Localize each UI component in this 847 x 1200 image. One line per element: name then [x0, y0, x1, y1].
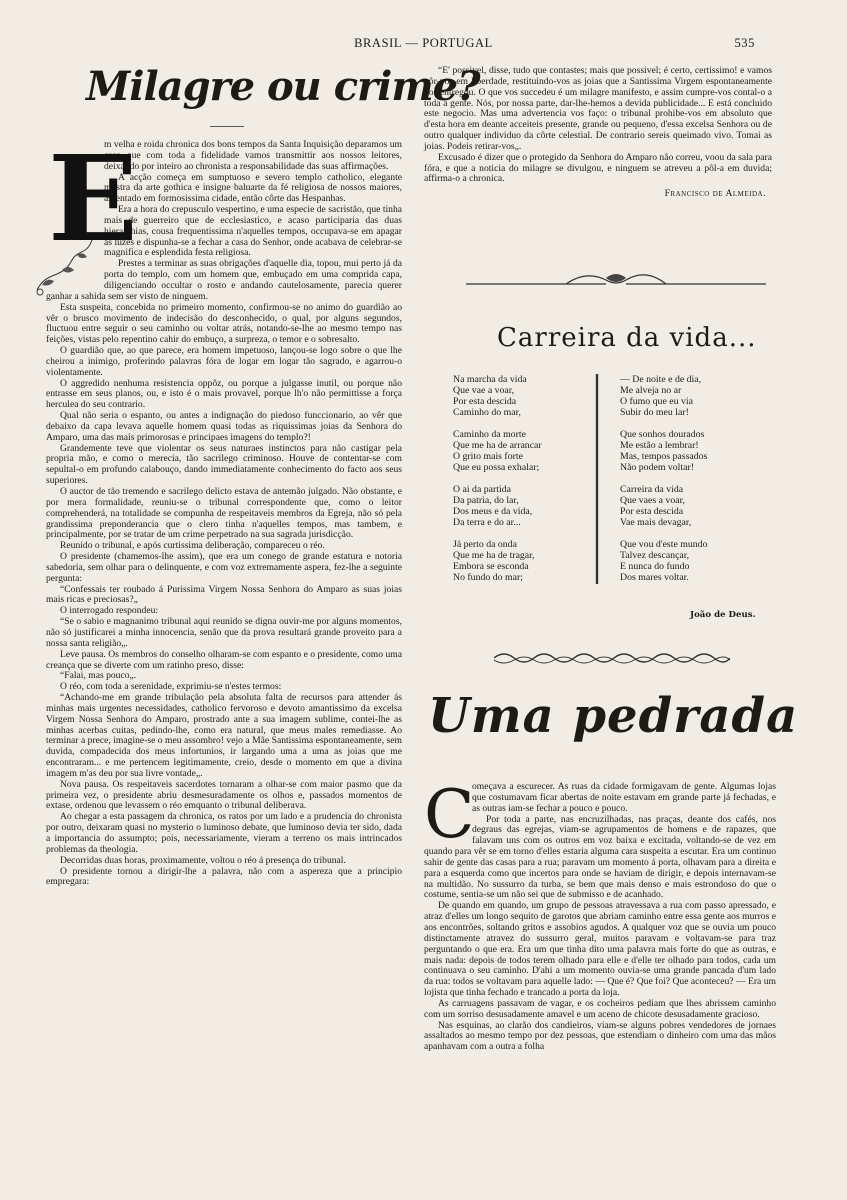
poem-right-column: [620, 374, 760, 594]
running-title: BRASIL — PORTUGAL: [354, 36, 493, 50]
paragraph: Decorridas duas horas, proximamente, voltou o réo á presença do tribunal.: [60, 854, 346, 866]
paragraph: Leve pausa. Os membros do conselho olharam-se com espanto e o presidente, como uma creança que se diverte com um ratinho preso, disse:: [46, 648, 402, 671]
poem-line: Embora se esconda: [453, 561, 529, 572]
page-number: 535: [734, 36, 755, 50]
poem-stanza: [620, 374, 760, 418]
article-body-milagre: [46, 129, 402, 888]
paragraph: m velha e roida chronica dos bons tempos da Santa Inquisição deparamos um caso que com toda a fidelidade vamos transmittir aos nossos leitores, deixando por inteiro ao chronista a responsabilidade das suas affirmações.: [104, 139, 402, 172]
drop-cap-illustration: [46, 129, 138, 280]
poem-line: Dos meus e da vida,: [453, 506, 533, 517]
poem-line: Me estão a lembrar!: [620, 440, 699, 451]
article-title-pedrada: Uma pedrada: [428, 688, 799, 744]
floral-ornament-icon: [32, 230, 102, 300]
paragraph: De quando em quando, um grupo de pessoas atravessava a rua com passo apressado, e atraz d'elles um longo sequito de garotos que abriam caminho entre essa gente aos murros e aos encontrões, soltando gritos e assobios agudos. A qualquer voz que se ouvia um pouco distinctamente atravez do sussurro geral, muitos paravam e voltavam-se para traz perguntando o que era. Era um que tinha dito uma palavra mais forte do que as outras, e mais nada: depois de todos terem olhado para elle e d'elle ter olhado para todos, cada um continuava o seu caminho. D'ahi a um momento ouvia-se uma grande pancada d'um lado da rua: todos se voltavam para aquelle lado: — Que é? Que foi? Que aconteceu? — Era um lojista que tinha fechado e trancado a porta da loja.: [424, 900, 776, 999]
paragraph: Reunido o tribunal, e após curtissima deliberação, compareceu o réo.: [60, 540, 325, 552]
drop-cap-letter: E: [48, 129, 138, 268]
poem-line: E nunca do fundo: [620, 561, 690, 572]
poem-line: Mas, tempos passados: [620, 451, 708, 462]
divider-ornament-icon: [466, 268, 766, 294]
title-rule: [210, 126, 244, 127]
poem-title: Carreira da vida...: [497, 323, 757, 353]
poem-column-divider: [594, 374, 600, 584]
poem-stanza: [620, 429, 760, 473]
poem-line: Que vae a voar,: [453, 385, 515, 396]
paragraph: Nas esquinas, ao clarão dos candieiros, viam-se alguns pobres vendedores de jornaes assaltados ao mesmo tempo por dez pessoas, que estendiam o dinheiro com uma das mãos apanhavam com a outra a folha: [424, 1019, 776, 1053]
poem-left-column: [453, 374, 593, 594]
poem-line: Que vaes a voar,: [620, 495, 685, 506]
paragraph: “Falai, mas pouco„.: [60, 670, 137, 682]
poem-line: Me alveja no ar: [620, 385, 682, 396]
poem-line: Por esta descida: [453, 396, 517, 407]
paragraph: As carruagens passavam de vagar, e os cocheiros pediam que lhes abrissem caminho com um sorriso desusadamente amavel e um aceno de chicote desusadamente gracioso.: [424, 997, 776, 1020]
poem-line: Subir do meu lar!: [620, 407, 689, 418]
poem-stanza: [453, 484, 593, 528]
poem-line: O grito mais forte: [453, 451, 523, 462]
paragraph: “Se o sabio e magnanimo tribunal aqui reunido se digna ouvir-me por alguns momentos, não só justificarei a minha innocencia, senão que da prova resultará grande proveito para a nossa santa religião„.: [46, 616, 402, 649]
paragraph: Era a hora do crepusculo vespertino, e uma especie de sacristão, que tinha mais de guerreiro que de ecclesiastico, e acaso participaria das duas hierarchias, cousa frequentissima n'aquelles tempos, occupava-se em apagar as luzes e dispunha-se a fechar a casa do Senhor, onde acabava de celebrar-se magnifica e esplendida festa religiosa.: [104, 204, 402, 259]
poem-line: No fundo do mar;: [453, 572, 523, 583]
poem-line: Já perto da onda: [453, 539, 517, 550]
poem-line: — De noite e de dia,: [620, 374, 702, 385]
poem-line: Que sonhos dourados: [620, 429, 705, 440]
author-signature: Francisco de Almeida.: [664, 188, 766, 200]
poem-line: Da patria, do lar,: [453, 495, 519, 506]
paragraph: O interrogado respondeu:: [60, 605, 159, 617]
poem-line: Vae mais devagar,: [620, 517, 692, 528]
article-continuation-milagre: [424, 66, 772, 200]
paragraph: A acção começa em sumptuoso e severo templo catholico, elegante mostra da arte gothica e insigne baluarte da fé religiosa de nossos maiores, assentado em formosissima cidade, então côrte das Hespanhas.: [104, 171, 402, 205]
paragraph: O presidente (chamemos-lhe assim), que era um conego de grande estatura e notoria sabedoria, sem olhar para o delinquente, e com voz extremamente aspera, fez-lhe a seguinte pergunta:: [46, 551, 402, 584]
poem-line: Que eu possa exhalar;: [453, 462, 540, 473]
poem-line: Que vou d'este mundo: [620, 539, 708, 550]
poem-line: Dos mares voltar.: [620, 572, 689, 583]
paragraph: “E' possivel, disse, tudo que contastes; mais que possivel; é certo, certissimo! e vamos pôr-vos em liberdade, restituindo-vos as joias que a Santissima Virgem espontaneamente vos entregou. O que vos succedeu é um milagre manifesto, e assim cumpre-vos contal-o a toda a gente. Nós, por nossa parte, dar-lhe-hemos a devida publicidade... E está concluido este negocio. Mas uma advertencia vos faço: o tribunal prohibe-vos em absoluto que d'esta hora em deante acceiteis presente, grande ou pequeno, d'essa excelsa Senhora ou de outro qualquer individuo da côrte celestial. De contrario sereis queimado vivo. Tomai as joias. Podeis retirar-vos„.: [424, 65, 772, 152]
poem-line: Carreira da vida: [620, 484, 684, 495]
paragraph: Nova pausa. Os respeitaveis sacerdotes tornaram a olhar-se com maior pasmo que da primeira vez, o presidente abriu desmesuradamente os olhos e, passados momentos de extase, ordenou que levassem o réo emquanto o tribunal deliberava.: [46, 778, 402, 812]
poem-line: Não podem voltar!: [620, 462, 694, 473]
paragraph: “Confessais ter roubado á Purissima Virgem Nossa Senhora do Amparo as suas joias mais ricas e preciosas?„: [46, 583, 402, 606]
paragraph: Ao chegar a esta passagem da chronica, os ratos por um lado e a prudencia do chronista por outro, deixaram quasi no mysterio o luminoso debate, que luminoso devia ter sido, dada a importancia do assumpto; pois, necessariamente, vieram a terreno os mais intrincados problemas da theologia.: [46, 811, 402, 855]
poem-stanza: [453, 429, 593, 473]
paragraph: Por toda a parte, nas encruzilhadas, nas praças, deante dos cafés, nos degraus das egrejas, viam-se agrupamentos de homens e de rapazes, que falavam uns com os outros em voz baixa e excitada, voltando-se de vez em quando para vêr se em torno d'elles estaria alguma cara suspeita a escutar. Era um continuo sahir de gente das casas para a rua; paravam um momento á porta, olhavam para a direita e para a esquerda como que incertos para onde se haviam de dirigir, e depois internavam-se na multidão. No sussurro da turba, se bem que mais denso e mais estrondoso do que o costume, sentia-se um não sei que de submisso e de acanhado.: [424, 813, 776, 901]
poem-author: João de Deus.: [690, 610, 756, 620]
paragraph: Grandemente teve que violentar os seus naturaes instinctos para não castigar pela propria mão, e como o merecia, tão sacrilego criminoso. Houve de contentar-se com sepultal-o em profundo calabouço, dando immediatamente conhecimento do facto aos seus superiores.: [46, 442, 402, 487]
poem-line: O ai da partida: [453, 484, 511, 495]
paragraph: O presidente tornou a dirigir-lhe a palavra, não com a aspereza que a principio empregara:: [46, 865, 402, 888]
paragraph: O aggredido nenhuma resistencia oppôz, ou porque a julgasse inutil, ou porque não entrasse em seus planos, ou, e isto é o mais provavel, porque lh'o não permittisse a força herculea do seu contrario.: [46, 377, 402, 411]
paragraph: Excusado é dizer que o protegido da Senhora do Amparo não correu, voou da sala para fóra, e que a noticia do milagre se divulgou, e ninguem se atreveu a pôl-a em duvida; affirma-o a chronica.: [424, 151, 772, 185]
paragraph: Qual não seria o espanto, ou antes a indignação do piedoso funccionario, ao vêr que debaixo da capa levava aquelle homem quasi todas as riquissimas joias da Senhora do Amparo, uma das mais primorosas e principaes imagens do templo?!: [46, 410, 402, 443]
poem-line: Caminho do mar,: [453, 407, 521, 418]
paragraph: O auctor de tão tremendo e sacrilego delicto estava de antemão julgado. Não obstante, e por mera formalidade, reuniu-se o tribunal correspondente que, como o leitor comprehenderá, na totalidade se compunha de respeitaveis membros da Egreja, não só pela grandissima preponderancia que o clero tinha n'aquelles tempos, mas tambem, e principalmente, por se tratar de um crime perpetrado na sua sagrada jurisdicção.: [46, 486, 402, 541]
running-header: [0, 36, 847, 52]
poem-line: Caminho da morte: [453, 429, 526, 440]
article-paragraphs: [424, 776, 776, 1053]
poem-stanza: [620, 484, 760, 528]
poem-stanza: [620, 539, 760, 583]
poem-line: O fumo que eu via: [620, 396, 693, 407]
continuation-paragraphs: [424, 66, 772, 185]
poem-line: Na marcha da vida: [453, 374, 527, 385]
poem-line: Por esta descida: [620, 506, 684, 517]
poem-line: Da terra e do ar...: [453, 517, 521, 528]
poem-stanza: [453, 539, 593, 583]
scroll-ornament-icon: [494, 648, 730, 668]
poem-line: Que me ha de arrancar: [453, 440, 542, 451]
drop-cap-letter: C: [424, 776, 475, 853]
paragraph: omeçava a escurecer. As ruas da cidade formigavam de gente. Algumas lojas que costumavam ficar abertas de noite estavam em grande parte já fechadas, e as outras iam-se fechar a pouco e pouco.: [472, 781, 776, 814]
poem-line: Talvez descançar,: [620, 550, 690, 561]
paragraph: O réo, com toda a serenidade, exprimiu-se n'estes termos:: [60, 681, 282, 693]
paragraph: Prestes a terminar as suas obrigações d'aquelle dia, topou, mui perto já da porta do templo, com um homem que, embuçado em uma comprida capa, diligenciando occultar o rosto e andando cautelosamente, parecia querer ganhar a sahida sem ser visto de ninguem.: [46, 258, 402, 302]
article-body-pedrada: [424, 776, 776, 1053]
paragraph: Esta suspeita, concebida no primeiro momento, confirmou-se no animo do guardião ao vêr o brusco movimento de indecisão do desconhecido, o qual, por alguns segundos, fluctuou entre seguir o seu caminho ou voltar atrás, notando-se-lhe ao mesmo tempo nas feições, vistas pelo repentino cahir do embuço, a surpreza, o temor e o sobresalto.: [46, 301, 402, 346]
article-title-milagre: Milagre ou crime?: [86, 63, 480, 110]
paragraph: “Achando-me em grande tribulação pela absoluta falta de recursos para attender ás minhas mais urgentes necessidades, catholico fervoroso e devoto amantissimo da excelsa Virgem Nossa Senhora do Amparo, prostrado ante a sua imagem sublime, contei-lhe as minhas acerbas cuitas, pedindo-lhe, como era natural, que meus males remediasse. Ao terminar a prece, imagine-se o meu assombro! vejo a Mãe Santissima espontaneamente, sem duvida, compadecida dos meus infortunios, ir largando uma a uma as joias que me encontraram... e me pertencem legitimamente, creio, desde o momento em que a divina imagem m'as deu por sua livre vontade„.: [46, 692, 402, 779]
poem-stanza: [453, 374, 593, 418]
poem-line: Que me ha de tragar,: [453, 550, 535, 561]
paragraph: O guardião que, ao que parece, era homem impetuoso, lançou-se logo sobre o que lhe cheirou a inimigo, proferindo palavras fóra de logar em logar tão sagrado, e agarrou-o violentamente.: [46, 345, 402, 378]
